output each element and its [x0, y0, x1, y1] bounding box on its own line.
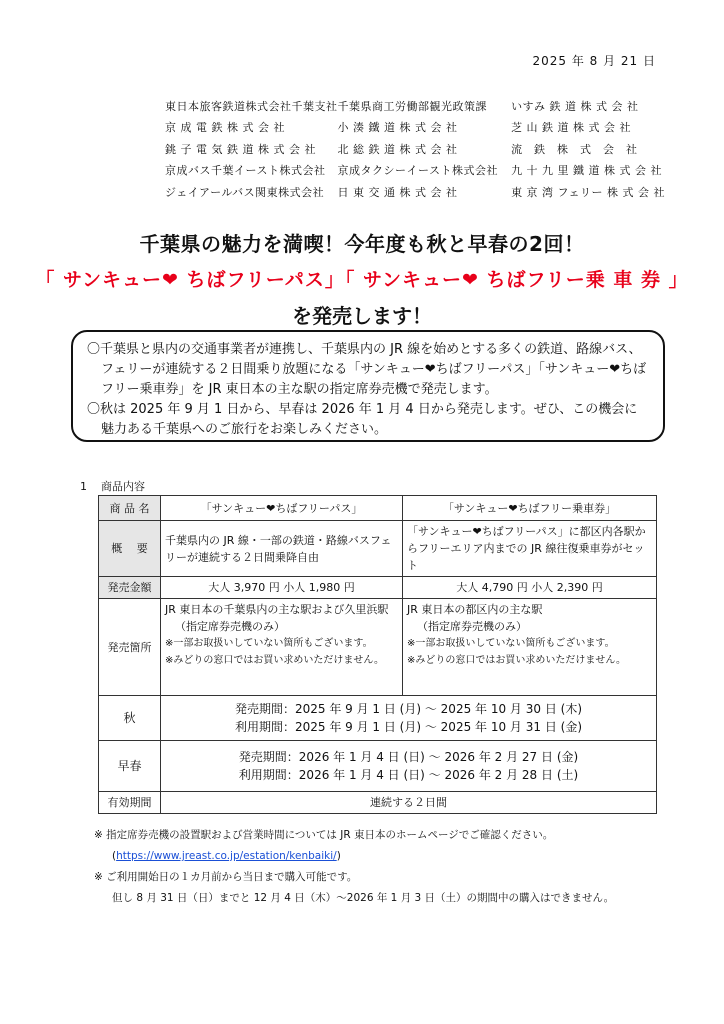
footnotes: [94, 825, 614, 909]
company-name: 京成バス千葉イースト株式会社: [165, 164, 326, 178]
company-row: [165, 181, 665, 203]
location-pass-main: JR 東日本の千葉県内の主な駅および久里浜駅: [165, 603, 389, 616]
footnote-2: ※ ご利用開始日の１カ月前から当日まで購入可能です。: [94, 871, 358, 883]
early-spring-use-period: 利用期間：2026 年 1 月 4 日 (日) ～ 2026 年 2 月 28 日 (土): [238, 768, 579, 782]
company-name: 小 湊 鐵 道 株 式 会 社: [337, 121, 458, 135]
footnote-3: 但し 8 月 31 日（日）までと 12 月 4 日（木）～2026 年 1 月 3 日（土）の期間中の購入はできません。: [112, 892, 615, 904]
summary-box: [71, 330, 665, 442]
company-name: 東 京 湾 フェリー 株 式 会 社: [511, 185, 665, 199]
section-title: 商品内容: [101, 480, 145, 493]
price-pass: 大人 3,970 円 小人 1,980 円: [161, 577, 403, 599]
company-name: 日 東 交 通 株 式 会 社: [337, 185, 458, 199]
headline-line-1: 千葉県の魅力を満喫！今年度も秋と早春の2回！: [139, 232, 585, 256]
table-row-early-spring: [99, 741, 657, 792]
company-name: ジェイアールバス関東株式会社: [165, 185, 325, 199]
overview-ticket: 「サンキュー❤ちばフリーパス」に都区内各駅からフリーエリア内までの JR 線往復乗車券がセット: [403, 521, 657, 577]
overview-pass: 千葉県内の JR 線・一部の鉄道・路線バスフェリーが連続する２日間乗降自由: [161, 521, 403, 577]
early-spring-sale-period: 発売期間：2026 年 1 月 4 日 (日) ～ 2026 年 2 月 27 日 (金): [238, 750, 579, 764]
row-label-price: 発売金額: [99, 577, 161, 599]
row-label-validity: 有効期間: [99, 792, 161, 814]
location-ticket-sub: （指定席券売機のみ）: [417, 620, 527, 633]
location-ticket: [403, 599, 657, 696]
press-headline: [0, 228, 724, 329]
early-spring-periods: [161, 741, 657, 792]
jr-east-ticket-machine-link[interactable]: https://www.jreast.co.jp/estation/kenbaiki/: [116, 850, 337, 862]
product-name-pass: 「サンキュー❤ちばフリーパス」: [161, 496, 403, 521]
footnote-1: ※ 指定席券売機の設置駅および営業時間については JR 東日本のホームページでご確認ください。: [94, 829, 554, 841]
company-name: 九 十 九 里 鐵 道 株 式 会 社: [511, 164, 663, 178]
autumn-use-period: 利用期間：2025 年 9 月 1 日 (月) ～ 2025 年 10 月 31 日 (金): [234, 720, 583, 734]
location-ticket-note-1: ※一部お取扱いしていない箇所もございます。: [407, 638, 615, 649]
company-name: 北 総 鉄 道 株 式 会 社: [337, 142, 458, 156]
table-row-product: [99, 496, 657, 521]
table-row-sales-location: [99, 599, 657, 696]
company-row: [165, 160, 665, 182]
table-row-price: [99, 577, 657, 599]
location-pass-note-2: ※みどりの窓口ではお買い求めいただけません。: [165, 655, 384, 666]
company-name: 京成タクシーイースト株式会社: [337, 164, 498, 178]
company-row: [165, 95, 665, 117]
company-name: 東日本旅客鉄道株式会社千葉支社: [165, 99, 338, 113]
table-row-validity: [99, 792, 657, 814]
section-number: 1: [80, 480, 87, 493]
row-label-overview: 概 要: [99, 521, 161, 577]
headline-line-3: を発売します！: [292, 304, 432, 328]
footnote-1-link-row: (https://www.jreast.co.jp/estation/kenbaiki/): [112, 850, 341, 862]
company-name: 京 成 電 鉄 株 式 会 社: [165, 121, 285, 135]
price-ticket: 大人 4,790 円 小人 2,390 円: [403, 577, 657, 599]
company-name: いすみ 鉄 道 株 式 会 社: [511, 99, 639, 113]
location-pass-sub: （指定席券売機のみ）: [175, 620, 285, 633]
location-ticket-main: JR 東日本の都区内の主な駅: [407, 603, 543, 616]
document-date: 2025 年 8 月 21 日: [532, 54, 656, 68]
summary-paragraph-2: 〇秋は 2025 年 9 月 1 日から、早春は 2026 年 1 月 4 日から発売します。ぜひ、この機会に魅力ある千葉県へのご旅行をお楽しみください。: [87, 402, 638, 437]
location-pass: [161, 599, 403, 696]
autumn-periods: [161, 696, 657, 741]
company-name: 銚 子 電 気 鉄 道 株 式 会 社: [165, 142, 316, 156]
issuing-companies: [165, 95, 665, 203]
validity-period: 連続する２日間: [161, 792, 657, 814]
location-ticket-note-2: ※みどりの窓口ではお買い求めいただけません。: [407, 655, 626, 666]
company-name: 流 鉄 株 式 会 社: [511, 142, 638, 156]
product-name-ticket: 「サンキュー❤ちばフリー乗車券」: [403, 496, 657, 521]
location-pass-note-1: ※一部お取扱いしていない箇所もございます。: [165, 638, 373, 649]
row-label-early-spring: 早春: [99, 741, 161, 792]
row-label-product: 商 品 名: [99, 496, 161, 521]
company-row: [165, 138, 665, 160]
autumn-sale-period: 発売期間：2025 年 9 月 1 日 (月) ～ 2025 年 10 月 30 日 (木): [234, 702, 583, 716]
company-row: [165, 117, 665, 139]
row-label-autumn: 秋: [99, 696, 161, 741]
company-name: 芝 山 鉄 道 株 式 会 社: [511, 121, 632, 135]
section-heading: [80, 478, 145, 494]
table-row-overview: [99, 521, 657, 577]
headline-product-names: 「 サンキュー❤ ちばフリーパス」「 サンキュー❤ ちばフリー乗 車 券 」: [35, 269, 689, 291]
company-name: 千葉県商工労働部観光政策課: [337, 99, 487, 113]
row-label-location: 発売箇所: [99, 599, 161, 696]
product-table: [98, 495, 657, 814]
table-row-autumn: [99, 696, 657, 741]
summary-paragraph-1: 〇千葉県と県内の交通事業者が連携し、千葉県内の JR 線を始めとする多くの鉄道、路線バス、フェリーが連続する２日間乗り放題になる「サンキュー❤ちばフリーパス」「サンキュー❤ちばフリー乗車券」を JR 東日本の主な駅の指定席券売機で発売します。: [87, 342, 647, 397]
